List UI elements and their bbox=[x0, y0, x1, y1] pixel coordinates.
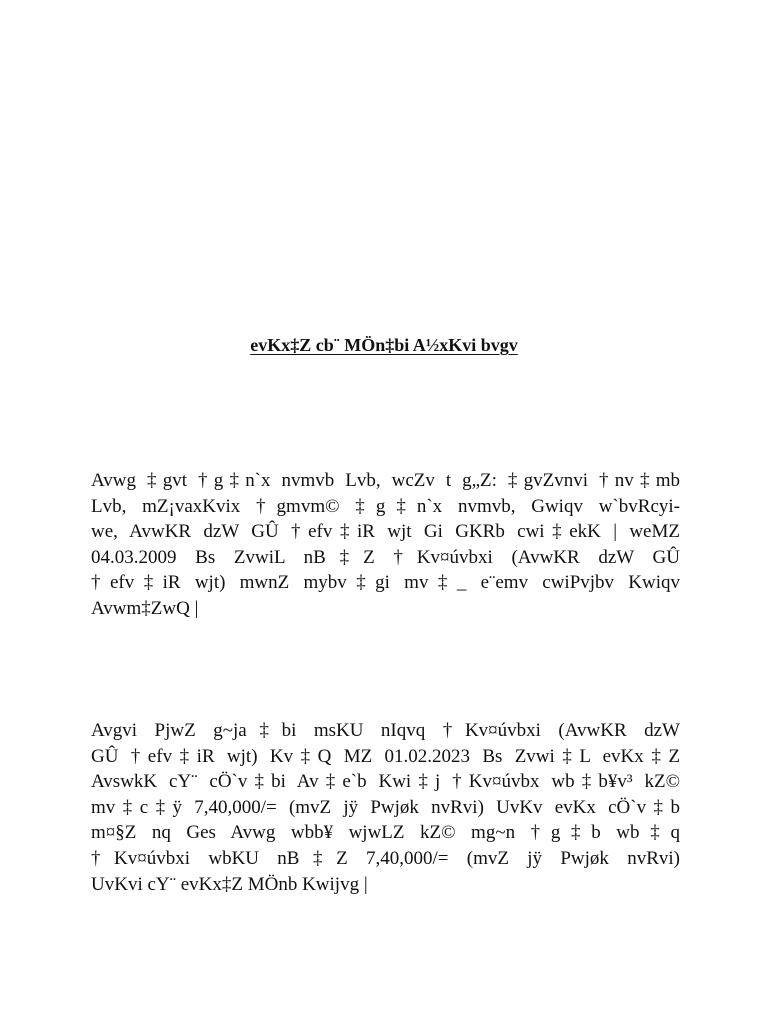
paragraph-line: m¤§Z nq Ges Avwg wbb¥ wjwLZ kZ© mg~n †g‡b wb‡q bbox=[91, 822, 680, 844]
paragraph-line: we, AvwKR dzW GÛ †efv‡iR wjt Gi GKRb cwi‡ekK | weMZ bbox=[91, 521, 680, 543]
paragraph-line: AvswkK cY¨ cÖ`v‡bi Av‡e`b Kwi‡j †Kv¤úvbx wb‡b¥v³ kZ© bbox=[91, 771, 680, 793]
paragraph-line: Lvb, mZ¡vaxKvix †gmvm© ‡g‡n`x nvmvb, Gwiqv w`bvRcyi- bbox=[91, 495, 680, 517]
paragraph-line: mv‡c‡ÿ 7,40,000/= (mvZ jÿ Pwjøk nvRvi) UvKv evKx cÖ`v‡b bbox=[91, 796, 680, 818]
paragraph-credit-terms bbox=[91, 718, 680, 897]
paragraph-line: †Kv¤úvbxi wbKU nB‡Z 7,40,000/= (mvZ jÿ Pwjøk nvRvi) bbox=[91, 847, 680, 869]
paragraph-line: 04.03.2009 Bs ZvwiL nB‡Z †Kv¤úvbxi (AvwKR dzW GÛ bbox=[91, 546, 680, 568]
paragraph-line: Avgvi PjwZ g~ja‡bi msKU nIqvq †Kv¤úvbxi (AvwKR dzW bbox=[91, 720, 680, 741]
paragraph-line: UvKvi cY¨ evKx‡Z MÖnb Kwijvg | bbox=[91, 873, 368, 895]
paragraph-line: GÛ †efv‡iR wjt) Kv‡Q MZ 01.02.2023 Bs Zvwi‡L evKx‡Z bbox=[91, 745, 680, 767]
paragraph-line: Avwg ‡gvt †g‡n`x nvmvb Lvb, wcZv t g„Z: ‡gvZvnvi †nv‡mb bbox=[91, 470, 680, 491]
paragraph-line: †efv‡iR wjt) mwnZ mybv‡gi mv‡_ e¨emv cwiPvjbv Kwiqv bbox=[91, 572, 680, 594]
document-title: evKx‡Z cb¨ MÖn‡bi A½xKvi bvgv bbox=[250, 335, 518, 355]
paragraph-line: Avwm‡ZwQ | bbox=[91, 597, 199, 619]
paragraph-declaration bbox=[91, 468, 680, 622]
